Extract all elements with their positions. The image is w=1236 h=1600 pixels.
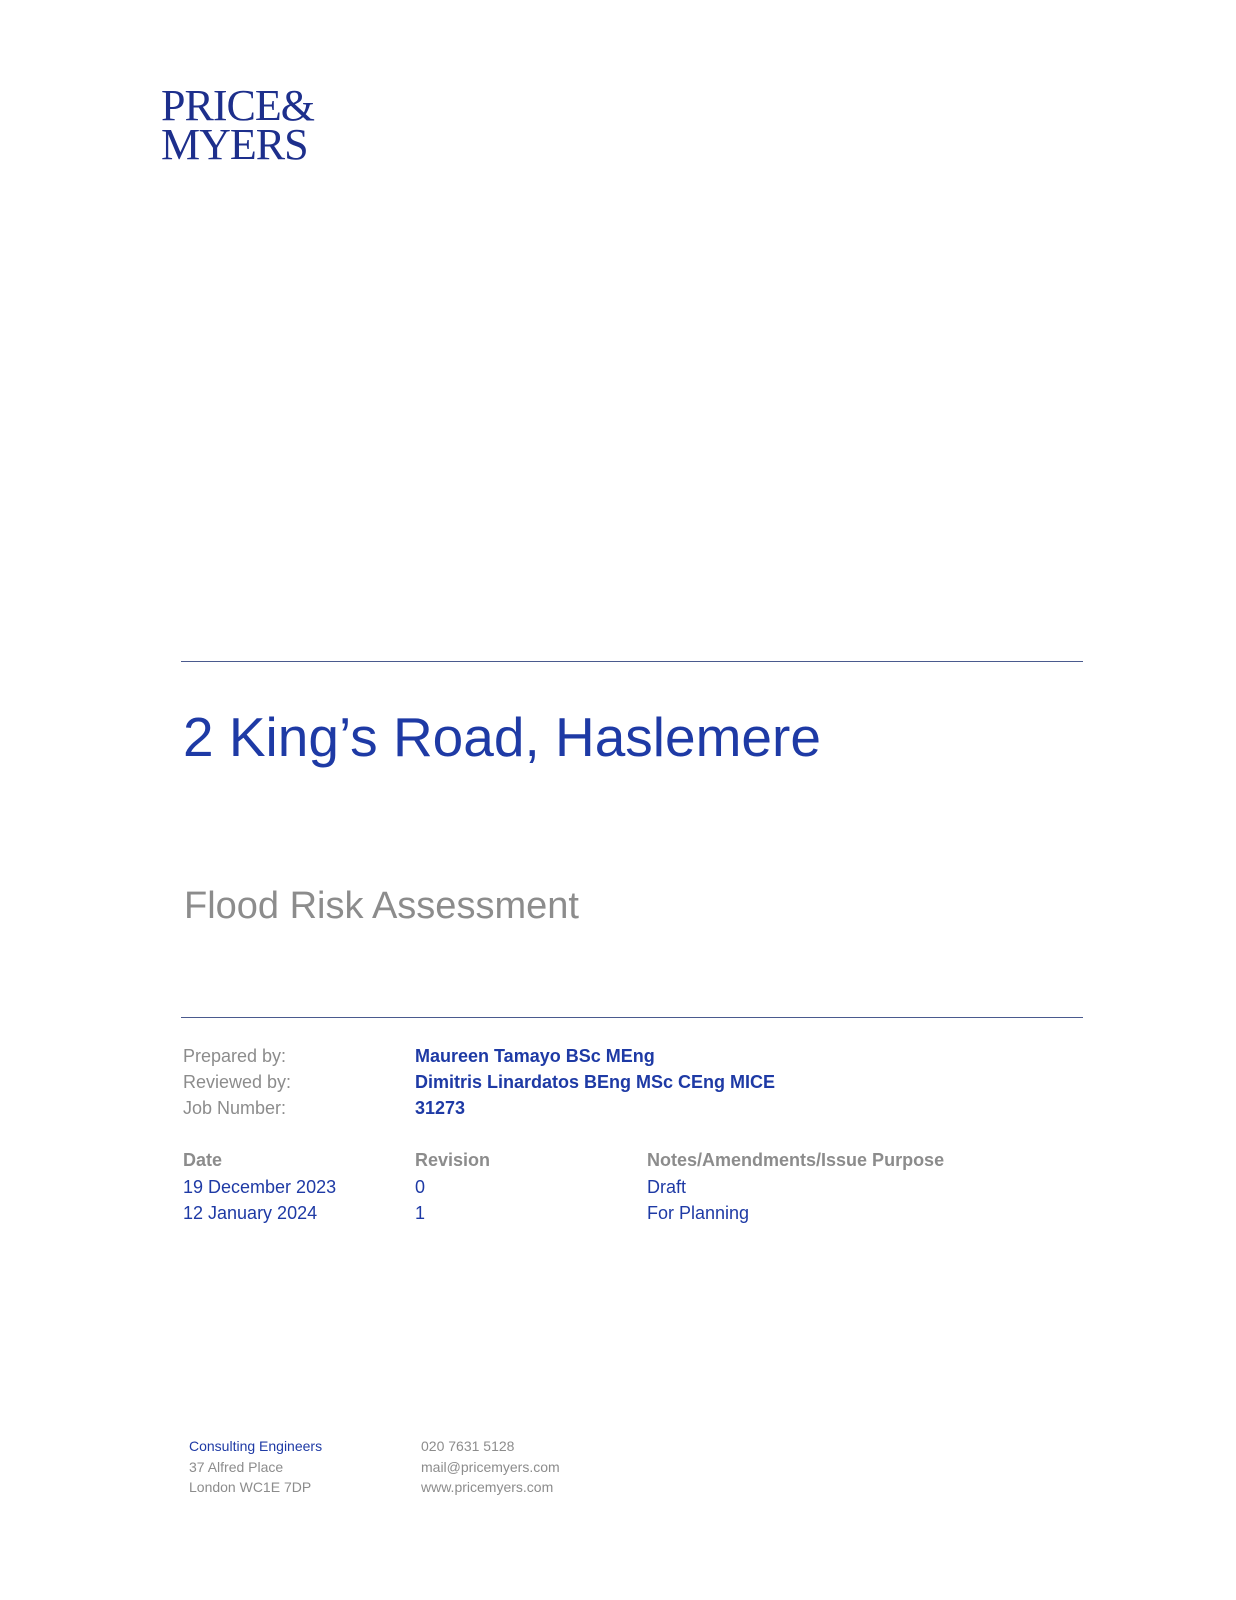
meta-value: Dimitris Linardatos BEng MSc CEng MICE [415,1072,776,1092]
footer-phone: 020 7631 5128 [421,1438,515,1454]
column-header-date: Date [183,1150,223,1170]
revision-number: 0 [415,1177,426,1197]
footer-website: www.pricemyers.com [421,1479,554,1495]
footer-email: mail@pricemyers.com [421,1458,560,1475]
logo-line-2: MYERS [161,120,308,169]
meta-value: Maureen Tamayo BSc MEng [415,1046,655,1066]
footer-company: Consulting Engineers [189,1438,323,1454]
revision-notes: Draft [647,1177,687,1197]
company-logo [161,81,314,169]
top-divider [181,661,1083,662]
meta-label: Job Number: [183,1098,287,1118]
footer-address [189,1436,322,1498]
column-header-notes: Notes/Amendments/Issue Purpose [647,1150,945,1170]
revision-number: 1 [415,1203,426,1223]
meta-value: 31273 [415,1098,466,1118]
bottom-divider [181,1017,1083,1018]
meta-label: Reviewed by: [183,1072,292,1092]
meta-label: Prepared by: [183,1046,287,1066]
revision-date: 12 January 2024 [183,1203,318,1223]
footer-contact [421,1436,560,1498]
document-subtitle: Flood Risk Assessment [184,885,579,927]
revision-notes: For Planning [647,1203,750,1223]
document-title: 2 King’s Road, Haslemere [183,706,821,768]
column-header-revision: Revision [415,1150,491,1170]
revision-date: 19 December 2023 [183,1177,337,1197]
logo-line-1: PRICE& [161,81,314,130]
footer-address-line: London WC1E 7DP [189,1479,312,1495]
footer-address-line: 37 Alfred Place [189,1458,284,1475]
